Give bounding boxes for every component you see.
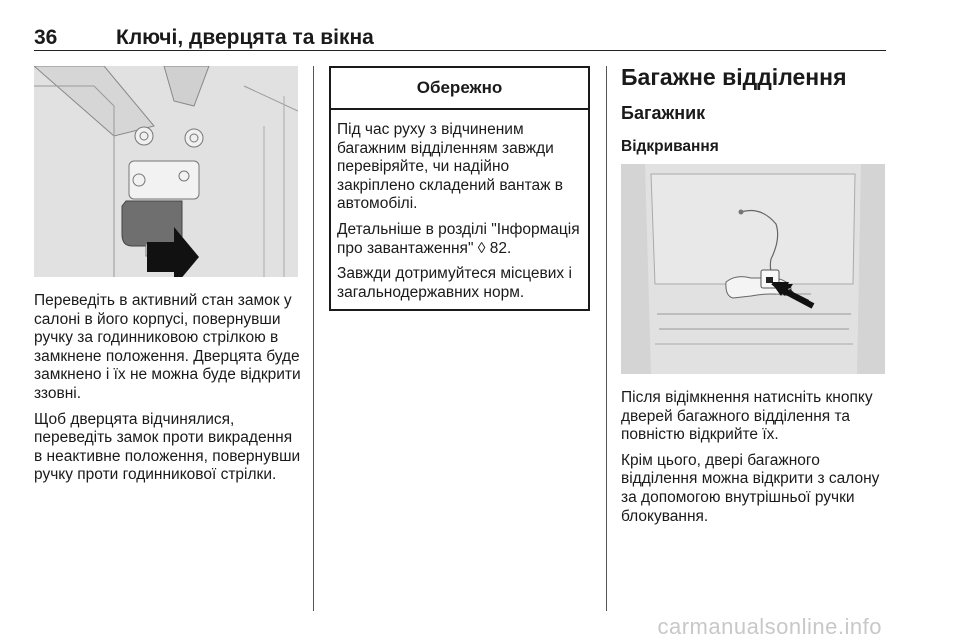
subsection-heading: Багажник	[621, 103, 706, 123]
section-heading: Багажне відділення	[621, 64, 847, 90]
interior-lock-drawing	[34, 66, 298, 277]
watermark: carmanualsonline.info	[657, 614, 882, 639]
tailgate-handle-illustration	[621, 164, 885, 374]
caution-body	[331, 110, 588, 302]
subsubsection-heading: Відкривання	[621, 138, 719, 155]
tailgate-drawing	[621, 164, 885, 374]
paragraph: Крім цього, двері багажного відділення можна відкрити з салону за допомогою внутрішньої ручки блокування.	[621, 451, 880, 525]
page-header	[34, 22, 886, 52]
caution-paragraph: Детальніше в розділі "Інформація про завантаження" ◊ 82.	[337, 220, 580, 257]
caution-paragraph: Під час руху з відчиненим багажним відділенням завжди перевіряйте, чи надійно закріплено складений вантаж в автомобілі.	[337, 121, 564, 213]
left-column-text	[34, 292, 304, 492]
caution-title: Обережно	[331, 68, 588, 110]
header-rule	[34, 50, 886, 51]
column-divider-right	[606, 66, 607, 611]
paragraph: Після відімкнення натисніть кнопку дверей багажного відділення та повністю відкрийте їх.	[621, 389, 873, 444]
caution-box	[329, 66, 590, 311]
paragraph: Щоб дверцята відчинялися, переведіть замок проти викрадення в неактивне положення, повернувши ручку проти годинникової стрілки.	[34, 410, 301, 484]
interior-lock-illustration	[34, 66, 298, 277]
right-column-text	[621, 389, 891, 533]
section-title: Ключі, дверцята та вікна	[116, 26, 374, 49]
caution-paragraph: Завжди дотримуйтеся місцевих і загальнодержавних норм.	[337, 265, 572, 301]
column-divider-left	[313, 66, 314, 611]
paragraph: Переведіть в активний стан замок у салоні в його корпусі, повернувши ручку за годинниковою стрілкою в замкнене положення. Дверцята буде замкнено і їх не можна буде відкрити ззовні.	[34, 292, 301, 402]
page-number: 36	[34, 26, 58, 49]
